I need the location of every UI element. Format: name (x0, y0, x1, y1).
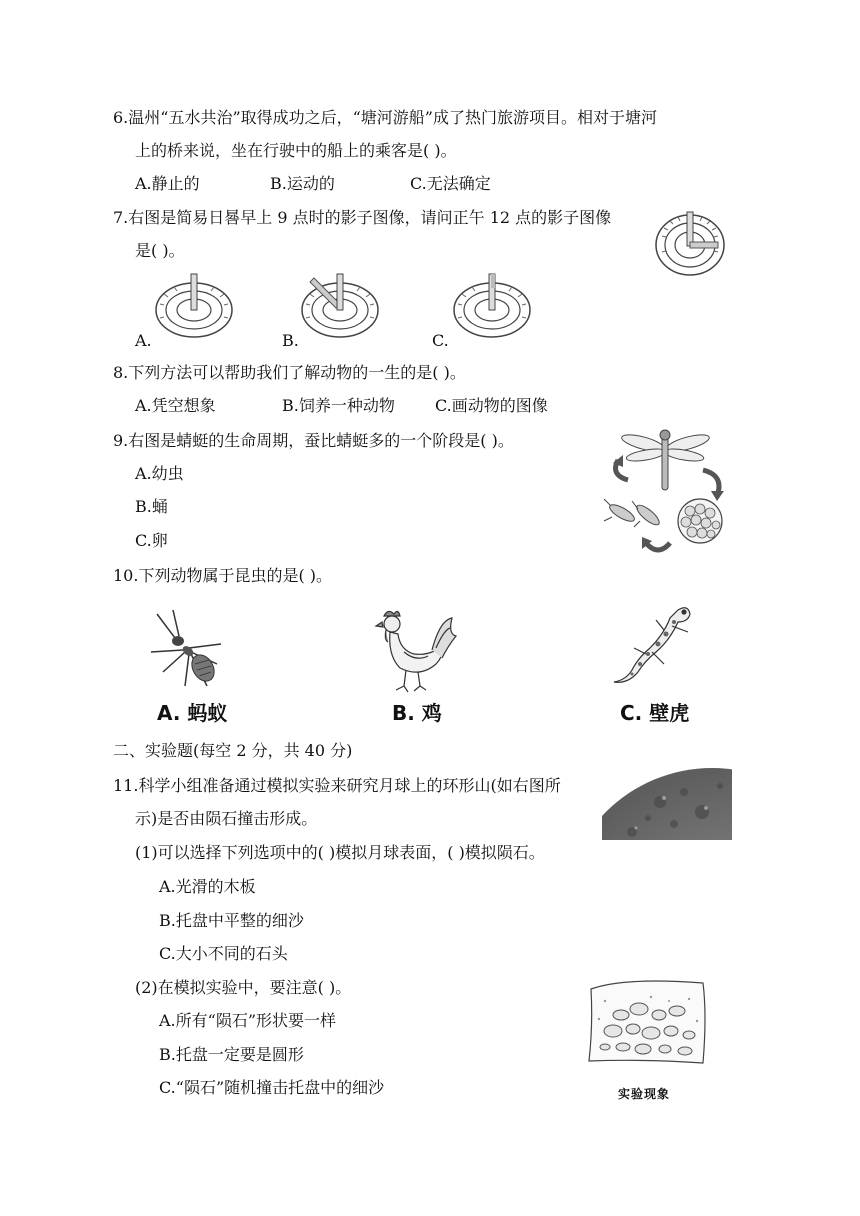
q7-option-b: B. (282, 331, 299, 350)
experiment-figure-caption: 实验现象 (618, 1087, 671, 1101)
q11-sub1-stem: (1)可以选择下列选项中的( )模拟月球表面，( )模拟陨石。 (135, 843, 545, 862)
q8-stem: 8.下列方法可以帮助我们了解动物的一生的是( )。 (113, 363, 466, 382)
sundial-reference-icon (650, 200, 730, 280)
q6-option-b: B.运动的 (270, 174, 335, 193)
q10-caption-b: B. 鸡 (392, 701, 442, 725)
q11-stem-line1: 11.科学小组准备通过模拟实验来研究月球上的环形山(如右图所 (113, 776, 561, 795)
q6-stem-line1: 6.温州“五水共治”取得成功之后，“塘河游船”成了热门旅游项目。相对于塘河 (113, 108, 657, 127)
sundial-option-c-icon (450, 272, 534, 338)
moon-surface-icon (602, 768, 732, 840)
q7-stem-line2: 是( )。 (135, 241, 185, 260)
q6-option-a: A.静止的 (135, 174, 200, 193)
q10-caption-c: C. 壁虎 (620, 701, 690, 725)
q10-stem: 10.下列动物属于昆虫的是( )。 (113, 566, 333, 585)
q7-option-c: C. (432, 331, 449, 350)
q11-sub2-stem: (2)在模拟实验中，要注意( )。 (135, 978, 352, 997)
section-2-title: 二、实验题(每空 2 分，共 40 分) (113, 741, 353, 760)
q9-option-c: C.卵 (135, 531, 168, 550)
q11-sub1-option-c: C.大小不同的石头 (159, 944, 288, 963)
q11-sub2-option-b: B.托盘一定要是圆形 (159, 1045, 304, 1064)
q7-option-a: A. (135, 331, 152, 350)
q11-stem-line2: 示)是否由陨石撞击形成。 (135, 809, 318, 828)
q8-option-a: A.凭空想象 (135, 396, 216, 415)
q11-sub1-option-a: A.光滑的木板 (159, 877, 256, 896)
ant-icon (145, 608, 235, 693)
q8-option-b: B.饲养一种动物 (282, 396, 395, 415)
gecko-icon (608, 600, 698, 690)
q8-option-c: C.画动物的图像 (435, 396, 548, 415)
q10-caption-a: A. 蚂蚁 (157, 701, 228, 725)
sundial-option-a-icon (152, 272, 236, 338)
sundial-option-b-icon (298, 272, 382, 338)
q11-sub2-option-c: C.“陨石”随机撞击托盘中的细沙 (159, 1078, 385, 1097)
q6-option-c: C.无法确定 (410, 174, 491, 193)
rooster-icon (370, 606, 460, 694)
q7-stem-line1: 7.右图是简易日晷早上 9 点时的影子图像，请问正午 12 点的影子图像 (113, 208, 612, 227)
q9-option-a: A.幼虫 (135, 464, 184, 483)
sand-tray-experiment-icon (585, 975, 710, 1070)
q11-sub1-option-b: B.托盘中平整的细沙 (159, 911, 304, 930)
q9-stem: 9.右图是蜻蜓的生命周期，蚕比蜻蜓多的一个阶段是( )。 (113, 431, 514, 450)
q11-sub2-option-a: A.所有“陨石”形状要一样 (159, 1011, 337, 1030)
dragonfly-lifecycle-icon (598, 425, 738, 560)
q6-stem-line2: 上的桥来说，坐在行驶中的船上的乘客是( )。 (135, 141, 457, 160)
q9-option-b: B.蛹 (135, 497, 168, 516)
